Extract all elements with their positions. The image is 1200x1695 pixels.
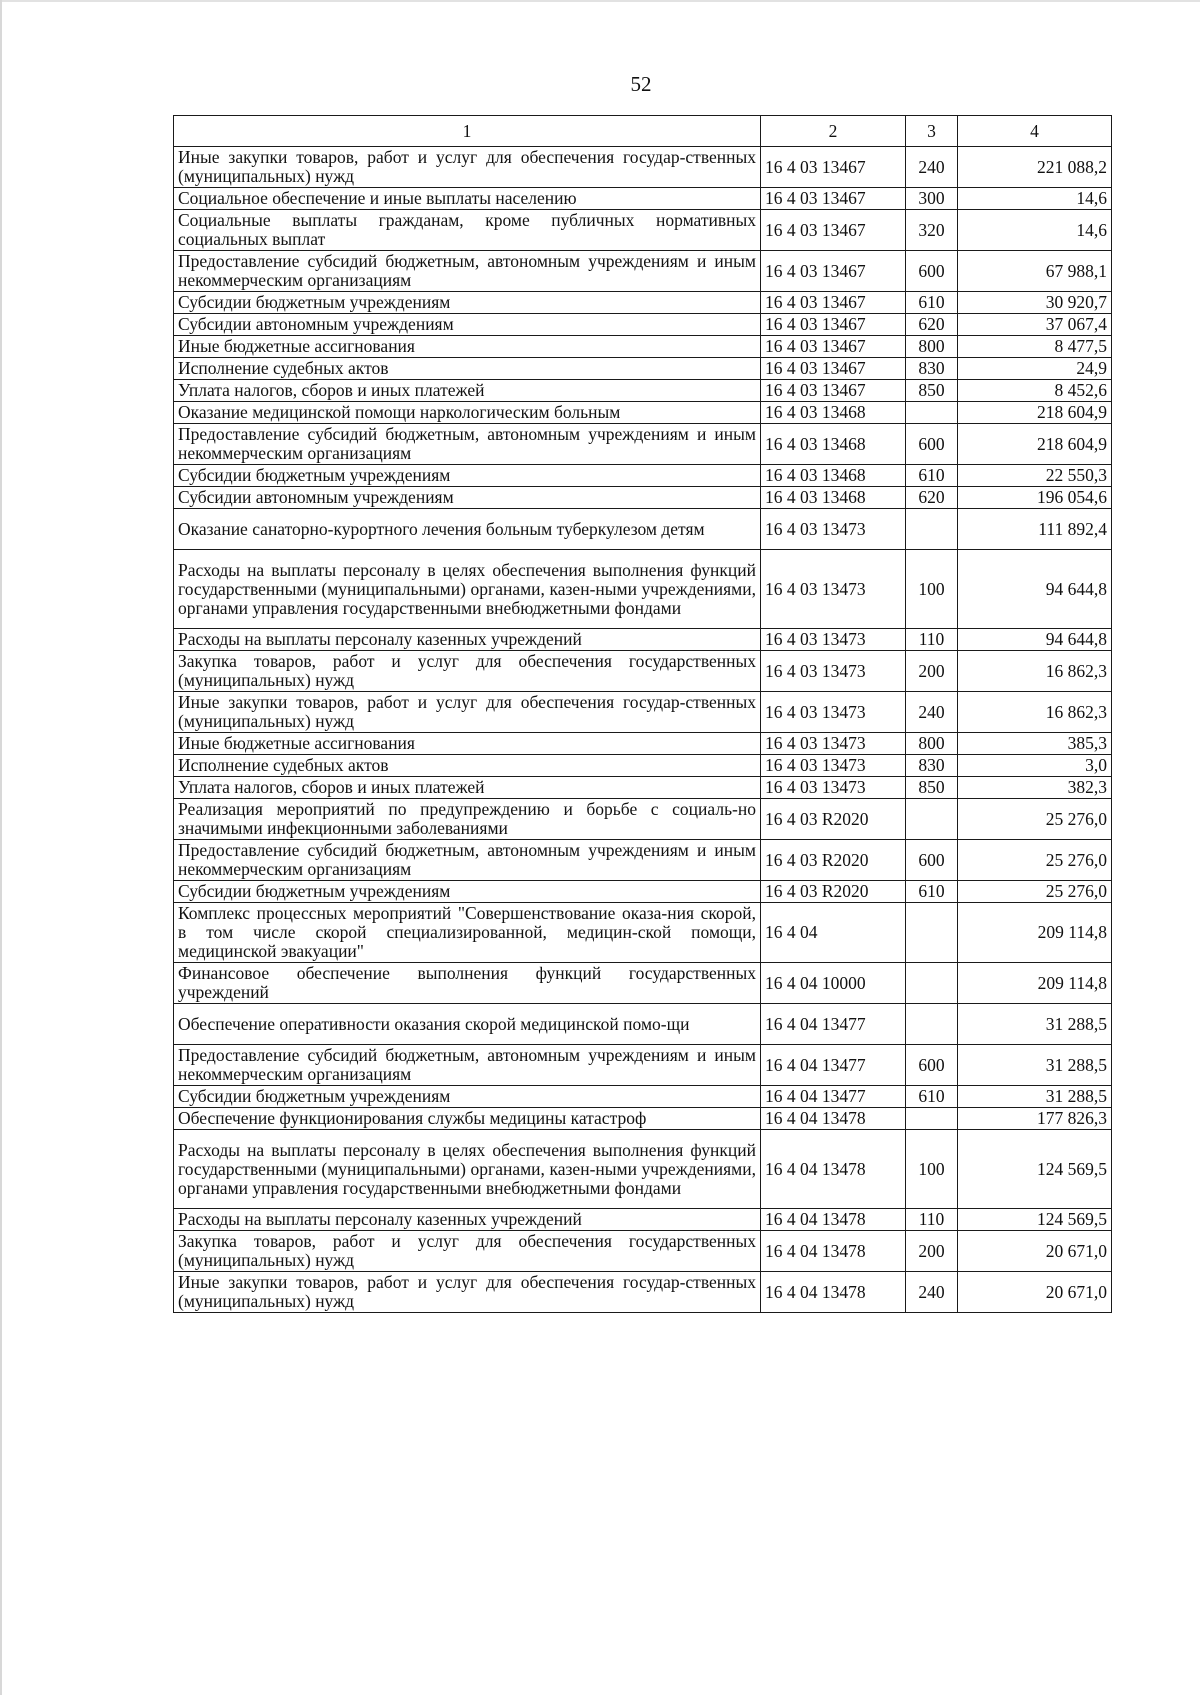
- row-code: 16 4 04 13478: [761, 1209, 906, 1231]
- row-expense-type: [906, 509, 958, 550]
- table-row: [174, 550, 1112, 629]
- row-name: Расходы на выплаты персоналу в целях обеспечения выполнения функций государственными (муниципальными) органами, казен-ными учреждениями, органами управления государственными внебюджетными фондами: [174, 1130, 761, 1209]
- row-expense-type: [906, 903, 958, 963]
- table-row: [174, 755, 1112, 777]
- row-code: 16 4 03 13467: [761, 380, 906, 402]
- table-row: [174, 1130, 1112, 1209]
- row-code: 16 4 03 13467: [761, 292, 906, 314]
- row-amount: 31 288,5: [958, 1045, 1112, 1086]
- row-expense-type: [906, 963, 958, 1004]
- row-amount: 20 671,0: [958, 1231, 1112, 1272]
- table-row: [174, 840, 1112, 881]
- row-amount: 94 644,8: [958, 550, 1112, 629]
- row-expense-type: 800: [906, 336, 958, 358]
- table-row: [174, 251, 1112, 292]
- row-amount: 3,0: [958, 755, 1112, 777]
- table-row: [174, 147, 1112, 188]
- header-col-2: 2: [761, 116, 906, 147]
- row-expense-type: 600: [906, 840, 958, 881]
- row-code: 16 4 03 13467: [761, 188, 906, 210]
- table-row: [174, 380, 1112, 402]
- row-code: 16 4 03 13467: [761, 147, 906, 188]
- table-row: [174, 1231, 1112, 1272]
- row-code: 16 4 03 13473: [761, 651, 906, 692]
- row-code: 16 4 04: [761, 903, 906, 963]
- row-name: Субсидии бюджетным учреждениям: [174, 292, 761, 314]
- row-expense-type: 240: [906, 692, 958, 733]
- row-amount: 31 288,5: [958, 1086, 1112, 1108]
- table-row: [174, 903, 1112, 963]
- row-name: Иные бюджетные ассигнования: [174, 733, 761, 755]
- row-expense-type: 200: [906, 1231, 958, 1272]
- row-expense-type: 300: [906, 188, 958, 210]
- row-amount: 67 988,1: [958, 251, 1112, 292]
- row-name: Иные закупки товаров, работ и услуг для обеспечения государ-ственных (муниципальных) нужд: [174, 147, 761, 188]
- row-amount: 25 276,0: [958, 799, 1112, 840]
- row-code: 16 4 03 13468: [761, 487, 906, 509]
- page-number: 52: [630, 72, 652, 96]
- table-row: [174, 651, 1112, 692]
- row-code: 16 4 04 13478: [761, 1108, 906, 1130]
- row-code: 16 4 03 13467: [761, 314, 906, 336]
- row-amount: 31 288,5: [958, 1004, 1112, 1045]
- row-name: Комплекс процессных мероприятий "Совершенствование оказа-ния скорой, в том числе скорой специализированной, медицин-ской помощи, медицинской эвакуации": [174, 903, 761, 963]
- row-expense-type: 850: [906, 777, 958, 799]
- row-amount: 16 862,3: [958, 692, 1112, 733]
- row-expense-type: [906, 1108, 958, 1130]
- row-name: Закупка товаров, работ и услуг для обеспечения государственных (муниципальных) нужд: [174, 1231, 761, 1272]
- table-row: [174, 963, 1112, 1004]
- row-name: Субсидии автономным учреждениям: [174, 487, 761, 509]
- row-name: Социальное обеспечение и иные выплаты населению: [174, 188, 761, 210]
- row-expense-type: [906, 402, 958, 424]
- row-name: Уплата налогов, сборов и иных платежей: [174, 380, 761, 402]
- row-name: Исполнение судебных актов: [174, 358, 761, 380]
- row-name: Предоставление субсидий бюджетным, автономным учреждениям и иным некоммерческим организациям: [174, 840, 761, 881]
- row-amount: 8 477,5: [958, 336, 1112, 358]
- row-amount: 20 671,0: [958, 1272, 1112, 1313]
- row-amount: 24,9: [958, 358, 1112, 380]
- row-code: 16 4 03 13473: [761, 692, 906, 733]
- header-row: [174, 116, 1112, 147]
- table-row: [174, 1004, 1112, 1045]
- row-code: 16 4 03 13467: [761, 251, 906, 292]
- row-code: 16 4 03 13468: [761, 424, 906, 465]
- row-expense-type: 100: [906, 550, 958, 629]
- table-row: [174, 629, 1112, 651]
- row-name: Социальные выплаты гражданам, кроме публичных нормативных социальных выплат: [174, 210, 761, 251]
- row-name: Предоставление субсидий бюджетным, автономным учреждениям и иным некоммерческим организациям: [174, 251, 761, 292]
- row-amount: 382,3: [958, 777, 1112, 799]
- row-amount: 16 862,3: [958, 651, 1112, 692]
- row-amount: 111 892,4: [958, 509, 1112, 550]
- row-name: Исполнение судебных актов: [174, 755, 761, 777]
- row-amount: 196 054,6: [958, 487, 1112, 509]
- row-expense-type: 600: [906, 1045, 958, 1086]
- row-code: 16 4 03 13473: [761, 777, 906, 799]
- row-name: Закупка товаров, работ и услуг для обеспечения государственных (муниципальных) нужд: [174, 651, 761, 692]
- table-row: [174, 733, 1112, 755]
- row-code: 16 4 03 13473: [761, 733, 906, 755]
- row-expense-type: 600: [906, 251, 958, 292]
- row-expense-type: 610: [906, 292, 958, 314]
- table-header: [174, 116, 1112, 147]
- row-expense-type: [906, 1004, 958, 1045]
- row-amount: 25 276,0: [958, 881, 1112, 903]
- row-code: 16 4 04 13478: [761, 1231, 906, 1272]
- row-code: 16 4 04 13477: [761, 1045, 906, 1086]
- row-expense-type: 110: [906, 1209, 958, 1231]
- row-code: 16 4 04 13478: [761, 1272, 906, 1313]
- row-code: 16 4 04 10000: [761, 963, 906, 1004]
- table-row: [174, 292, 1112, 314]
- row-name: Иные закупки товаров, работ и услуг для обеспечения государ-ственных (муниципальных) нужд: [174, 1272, 761, 1313]
- row-amount: 218 604,9: [958, 424, 1112, 465]
- table-row: [174, 509, 1112, 550]
- table-row: [174, 1272, 1112, 1313]
- row-expense-type: 830: [906, 358, 958, 380]
- row-expense-type: 610: [906, 881, 958, 903]
- table-row: [174, 1086, 1112, 1108]
- row-amount: 209 114,8: [958, 903, 1112, 963]
- row-expense-type: 600: [906, 424, 958, 465]
- table-row: [174, 358, 1112, 380]
- row-name: Финансовое обеспечение выполнения функций государственных учреждений: [174, 963, 761, 1004]
- table-row: [174, 188, 1112, 210]
- row-name: Расходы на выплаты персоналу казенных учреждений: [174, 629, 761, 651]
- row-name: Реализация мероприятий по предупреждению и борьбе с социаль-но значимыми инфекционными заболеваниями: [174, 799, 761, 840]
- table-row: [174, 799, 1112, 840]
- row-code: 16 4 03 13467: [761, 358, 906, 380]
- table-row: [174, 1209, 1112, 1231]
- row-name: Субсидии автономным учреждениям: [174, 314, 761, 336]
- row-expense-type: 200: [906, 651, 958, 692]
- row-name: Оказание санаторно-курортного лечения больным туберкулезом детям: [174, 509, 761, 550]
- row-amount: 124 569,5: [958, 1130, 1112, 1209]
- row-amount: 221 088,2: [958, 147, 1112, 188]
- row-expense-type: 620: [906, 487, 958, 509]
- row-name: Расходы на выплаты персоналу казенных учреждений: [174, 1209, 761, 1231]
- scan-left-edge: [0, 0, 2, 1695]
- row-code: 16 4 04 13477: [761, 1004, 906, 1045]
- table-row: [174, 1108, 1112, 1130]
- table-row: [174, 424, 1112, 465]
- row-code: 16 4 03 13473: [761, 755, 906, 777]
- header-col-4: 4: [958, 116, 1112, 147]
- header-col-3: 3: [906, 116, 958, 147]
- row-amount: 124 569,5: [958, 1209, 1112, 1231]
- scan-top-edge: [0, 0, 1200, 2]
- table-row: [174, 314, 1112, 336]
- row-name: Расходы на выплаты персоналу в целях обеспечения выполнения функций государственными (муниципальными) органами, казен-ными учреждениями, органами управления государственными внебюджетными фондами: [174, 550, 761, 629]
- table-row: [174, 692, 1112, 733]
- row-amount: 22 550,3: [958, 465, 1112, 487]
- row-code: 16 4 03 13473: [761, 509, 906, 550]
- row-amount: 94 644,8: [958, 629, 1112, 651]
- table-row: [174, 210, 1112, 251]
- row-expense-type: 610: [906, 1086, 958, 1108]
- row-name: Субсидии бюджетным учреждениям: [174, 1086, 761, 1108]
- row-name: Субсидии бюджетным учреждениям: [174, 465, 761, 487]
- row-code: 16 4 03 R2020: [761, 799, 906, 840]
- header-col-1: 1: [174, 116, 761, 147]
- row-amount: 385,3: [958, 733, 1112, 755]
- row-code: 16 4 03 R2020: [761, 840, 906, 881]
- row-amount: 209 114,8: [958, 963, 1112, 1004]
- row-amount: 14,6: [958, 188, 1112, 210]
- table-row: [174, 487, 1112, 509]
- row-code: 16 4 03 R2020: [761, 881, 906, 903]
- row-amount: 30 920,7: [958, 292, 1112, 314]
- row-name: Субсидии бюджетным учреждениям: [174, 881, 761, 903]
- table-row: [174, 465, 1112, 487]
- row-expense-type: 620: [906, 314, 958, 336]
- table-row: [174, 336, 1112, 358]
- row-amount: 25 276,0: [958, 840, 1112, 881]
- table-row: [174, 881, 1112, 903]
- row-code: 16 4 03 13467: [761, 210, 906, 251]
- row-expense-type: 240: [906, 1272, 958, 1313]
- row-expense-type: 610: [906, 465, 958, 487]
- row-name: Уплата налогов, сборов и иных платежей: [174, 777, 761, 799]
- row-code: 16 4 04 13477: [761, 1086, 906, 1108]
- row-amount: 14,6: [958, 210, 1112, 251]
- row-amount: 8 452,6: [958, 380, 1112, 402]
- table-row: [174, 402, 1112, 424]
- row-code: 16 4 03 13473: [761, 629, 906, 651]
- row-name: Обеспечение функционирования службы медицины катастроф: [174, 1108, 761, 1130]
- row-code: 16 4 04 13478: [761, 1130, 906, 1209]
- row-name: Оказание медицинской помощи наркологическим больным: [174, 402, 761, 424]
- row-expense-type: 800: [906, 733, 958, 755]
- row-name: Предоставление субсидий бюджетным, автономным учреждениям и иным некоммерческим организациям: [174, 424, 761, 465]
- row-amount: 177 826,3: [958, 1108, 1112, 1130]
- row-expense-type: 110: [906, 629, 958, 651]
- row-name: Предоставление субсидий бюджетным, автономным учреждениям и иным некоммерческим организациям: [174, 1045, 761, 1086]
- row-amount: 37 067,4: [958, 314, 1112, 336]
- table-body: [174, 147, 1112, 1313]
- row-expense-type: 830: [906, 755, 958, 777]
- row-expense-type: [906, 799, 958, 840]
- row-name: Иные бюджетные ассигнования: [174, 336, 761, 358]
- row-amount: 218 604,9: [958, 402, 1112, 424]
- row-expense-type: 240: [906, 147, 958, 188]
- row-name: Иные закупки товаров, работ и услуг для обеспечения государ-ственных (муниципальных) нужд: [174, 692, 761, 733]
- row-code: 16 4 03 13467: [761, 336, 906, 358]
- row-expense-type: 100: [906, 1130, 958, 1209]
- row-code: 16 4 03 13468: [761, 465, 906, 487]
- row-expense-type: 320: [906, 210, 958, 251]
- row-expense-type: 850: [906, 380, 958, 402]
- row-code: 16 4 03 13473: [761, 550, 906, 629]
- table-row: [174, 1045, 1112, 1086]
- row-code: 16 4 03 13468: [761, 402, 906, 424]
- table-row: [174, 777, 1112, 799]
- budget-table: [173, 115, 1112, 1313]
- row-name: Обеспечение оперативности оказания скорой медицинской помо-щи: [174, 1004, 761, 1045]
